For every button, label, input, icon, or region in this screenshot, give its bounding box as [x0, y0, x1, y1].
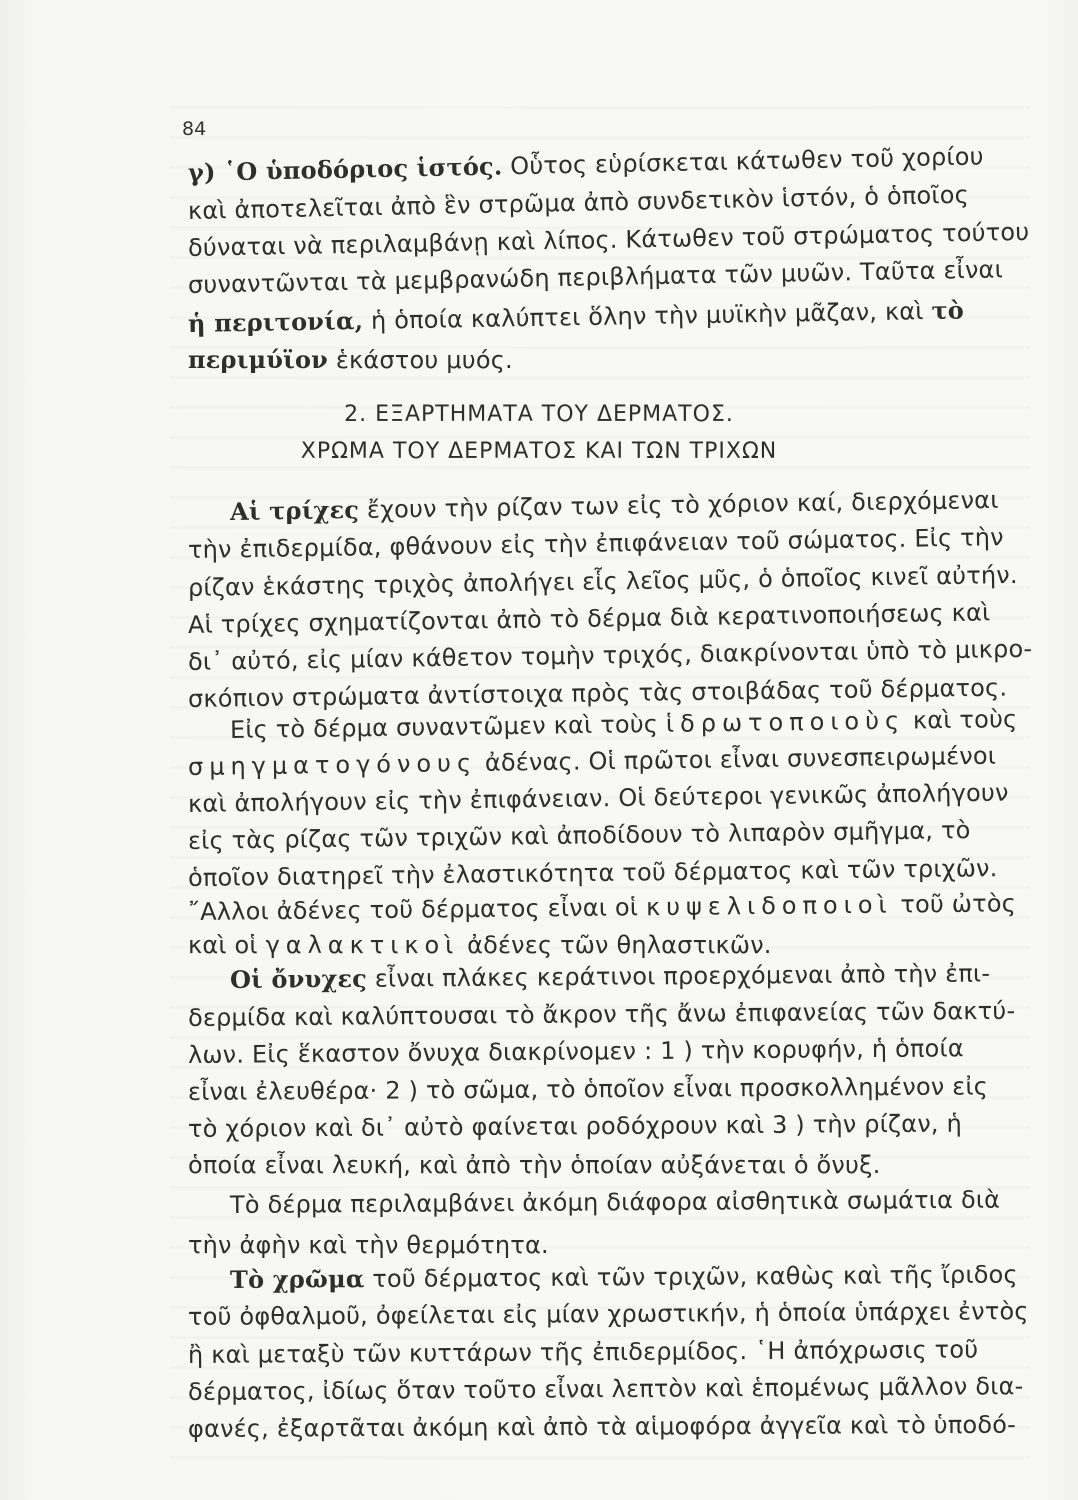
text-line: Αἱ τρίχες ἔχουν τὴν ρίζαν των εἰς τὸ χόριον καί, διερχόμεναι	[229, 485, 999, 526]
text-line: καὶ οἱ γαλακτικοὶ ἀδένες τῶν θηλαστικῶν.	[188, 931, 772, 959]
term-bold: Οἱ ὄνυχες	[229, 963, 368, 994]
term-bold: περιμύϊον	[188, 345, 329, 374]
text-line: καὶ ἀπολήγουν εἰς τὴν ἐπιφάνειαν. Οἱ δεύτεροι γενικῶς ἀπολήγουν	[187, 778, 1009, 818]
text-line: καὶ ἀποτελεῖται ἀπὸ ἓν στρῶμα ἀπὸ συνδετικὸν ἱστόν, ὁ ὁποῖος	[187, 180, 970, 225]
text-line: ἢ καὶ μεταξὺ τῶν κυττάρων τῆς ἐπιδερμίδος. ῾Η ἀπόχρωσις τοῦ	[187, 1335, 979, 1369]
spaced-term: ἱδρωτοποιοὺς	[665, 706, 906, 738]
text-line: περιμύϊον ἑκάστου μυός.	[188, 345, 513, 374]
text-line: Τὸ δέρμα περιλαμβάνει ἀκόμη διάφορα αἰσθητικὰ σωμάτια διὰ	[229, 1185, 1001, 1219]
section-subheading: ΧΡΩΜΑ ΤΟΥ ΔΕΡΜΑΤΟΣ ΚΑΙ ΤΩΝ ΤΡΙΧΩΝ	[300, 439, 778, 464]
text-line: εἶναι ἐλευθέρα· 2 ) τὸ σῶμα, τὸ ὁποῖον εἶναι προσκολλημένον εἰς	[187, 1072, 989, 1106]
text-line: φανές, ἐξαρτᾶται ἀκόμη καὶ ἀπὸ τὰ αἱμοφόρα ἀγγεῖα καὶ τὸ ὑποδό-	[187, 1410, 1017, 1443]
text-line: τοῦ ὀφθαλμοῦ, ὀφείλεται εἰς μίαν χρωστικήν, ἡ ὁποία ὑπάρχει ἐντὸς	[187, 1297, 1029, 1331]
text-line: συναντῶνται τὰ μεμβρανώδη περιβλήματα τῶν μυῶν. Ταῦτα εἶναι	[187, 255, 1004, 299]
text-line: ὁποῖον διατηρεῖ τὴν ἐλαστικότητα τοῦ δέρματος καὶ τῶν τριχῶν.	[187, 854, 998, 892]
text-line: τὸ χόριον καὶ δι᾽ αὐτὸ φαίνεται ροδόχρουν καὶ 3 ) τὴν ρίζαν, ἡ	[187, 1109, 963, 1143]
text-line: τὴν ἐπιδερμίδα, φθάνουν εἰς τὴν ἐπιφάνειαν τοῦ σώματος. Εἰς τὴν	[187, 523, 1004, 564]
text-line: εἰς τὰς ρίζας τῶν τριχῶν καὶ ἀποδίδουν τὸ λιπαρὸν σμῆγμα, τὸ	[187, 816, 971, 855]
page-number: 84	[182, 118, 207, 140]
text-line: δερμίδα καὶ καλύπτουσαι τὸ ἄκρον τῆς ἄνω ἐπιφανείας τῶν δακτύ-	[187, 996, 1016, 1032]
text-line: δύναται νὰ περιλαμβάνῃ καὶ λίπος. Κάτωθεν τοῦ στρώματος τούτου	[187, 217, 1030, 262]
text-line: Εἰς τὸ δέρμα συναντῶμεν καὶ τοὺς ἱδρωτοποιοὺς καὶ τοὺς	[229, 705, 1018, 744]
text-line: ὁποία εἶναι λευκή, καὶ ἀπὸ τὴν ὁποίαν αὐξάνεται ὁ ὄνυξ.	[188, 1151, 881, 1179]
spaced-term: κυψελιδοποιοὶ	[645, 890, 893, 922]
text-line: Αἱ τρίχες σχηματίζονται ἀπὸ τὸ δέρμα διὰ κερατινοποιήσεως καὶ	[187, 598, 991, 639]
text-line: σμηγματογόνους ἀδένας. Οἱ πρῶτοι εἶναι συνεσπειρωμένοι	[187, 741, 997, 781]
spaced-term: γαλακτικοὶ	[265, 931, 460, 959]
text-line: Οἱ ὄνυχες εἶναι πλάκες κεράτινοι προερχόμεναι ἀπὸ τὴν ἐπι-	[229, 959, 991, 994]
text-line: δι᾽ αὐτό, εἰς μίαν κάθετον τομὴν τριχός, διακρίνονται ὑπὸ τὸ μικρο-	[187, 634, 1033, 676]
text-line: γ) ῾Ο ὑποδόριος ἱστός. Οὗτος εὑρίσκεται κάτωθεν τοῦ χορίου	[187, 142, 984, 187]
term-bold: ἡ περιτονία,	[187, 305, 364, 338]
text-line: ρίζαν ἑκάστης τριχὸς ἀπολήγει εἷς λεῖος μῦς, ὁ ὁποῖος κινεῖ αὐτήν.	[187, 560, 1018, 602]
text-line: τὴν ἀφὴν καὶ τὴν θερμότητα.	[188, 1231, 549, 1259]
text-line: ἡ περιτονία, ἡ ὁποία καλύπτει ὅλην τὴν μυϊκὴν μᾶζαν, καὶ τὸ	[187, 295, 965, 338]
term-bold: Αἱ τρίχες	[229, 494, 360, 526]
text-line: λων. Εἰς ἕκαστον ὄνυχα διακρίνομεν : 1 ) τὴν κορυφήν, ἡ ὁποία	[187, 1034, 964, 1069]
text-line: Τὸ χρῶμα τοῦ δέρματος καὶ τῶν τριχῶν, καθὼς καὶ τῆς ἴριδος	[229, 1260, 1018, 1294]
spaced-term: σμηγματογόνους	[187, 748, 478, 781]
subsection-title: γ) ῾Ο ὑποδόριος ἱστός.	[187, 151, 503, 187]
term-bold: Τὸ χρῶμα	[229, 1264, 365, 1294]
section-heading: 2. ΕΞΑΡΤΗΜΑΤΑ ΤΟΥ ΔΕΡΜΑΤΟΣ.	[344, 402, 734, 427]
text-line: ῎Αλλοι ἀδένες τοῦ δέρματος εἶναι οἱ κυψελιδοποιοὶ τοῦ ὠτὸς	[187, 889, 1017, 926]
text-line: δέρματος, ἰδίως ὅταν τοῦτο εἶναι λεπτὸν καὶ ἑπομένως μᾶλλον δια-	[187, 1372, 1024, 1406]
text-line: σκόπιον στρώματα ἀντίστοιχα πρὸς τὰς στοιβάδας τοῦ δέρματος.	[187, 673, 1008, 713]
